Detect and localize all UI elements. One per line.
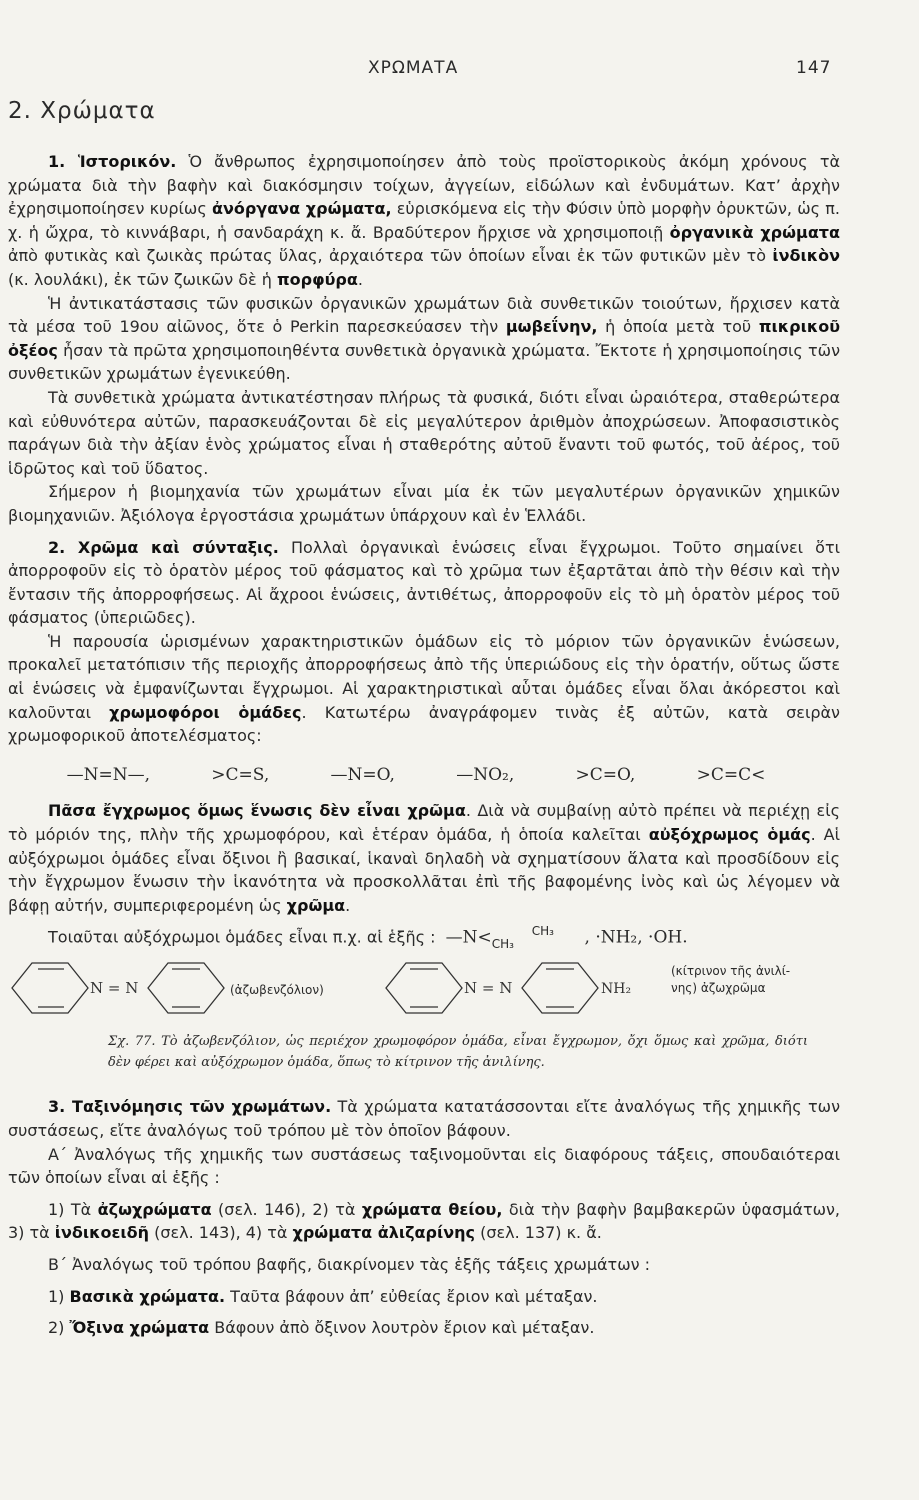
synthetic-advantages-paragraph: Τὰ συνθετικὰ χρώματα ἀντικατέστησαν πλήρως τὰ φυσικά, διότι εἶναι ὡραιότερα, σταθερώτερα καὶ εὐθυνότερα αὐτῶν, παρασκευάζονται δὲ εἰς μεγαλύτερον ἀριθμὸν ἀποχρώσεων. Ἀποφασιστικὸς παράγων διὰ τὴν ἀξίαν ἑνὸς χρώματος εἶναι ἡ σταθερότης αὐτοῦ ἔναντι τοῦ φωτός, τοῦ ἀέρος, τοῦ ἱδρῶτος καὶ τοῦ ὕδατος. [8,387,840,478]
industry-paragraph: Σήμερον ἡ βιομηχανία τῶν χρωμάτων εἶναι μία ἐκ τῶν μεγαλυτέρων ὀργανικῶν χημικῶν βιομηχανιῶν. Ἀξιόλογα ἐργοστάσια χρωμάτων ὑπάρχουν καὶ ἐν Ἑλλάδι. [8,482,840,525]
aniline-yellow-label: (κίτρινον τῆς ἀνιλί- νης) ἀζωχρῶμα [671,964,791,996]
azobenzene-label: (ἀζωβενζόλιον) [230,983,324,998]
classification-paragraph: 3. Ταξινόμησις τῶν χρωμάτων. Τὰ χρώματα κατατάσσονται εἴτε ἀναλόγως τῆς χημικῆς των συστάσεως, εἴτε ἀναλόγως τοῦ τρόπου μὲ τὸν ὁποῖον βάφουν. [8,1097,841,1140]
classification-b-paragraph: Β΄ Ἀναλόγως τοῦ τρόπου βαφῆς, διακρίνομεν τὰς ἑξῆς τάξεις χρωμάτων : [48,1254,650,1274]
figure-77 [8,955,840,1021]
formula-item: —N=O, [330,764,395,785]
formula-item: >C=C< [696,764,766,785]
history-heading: 1. Ἱστορικόν. [48,152,177,171]
classification-heading: 3. Ταξινόμησις τῶν χρωμάτων. [48,1097,332,1117]
section-title: 2. Χρώματα [8,98,156,124]
left-azo-formula: N = N [90,979,139,998]
page-header [0,58,919,82]
synthetic-paragraph: Ἡ ἀντικατάστασις τῶν φυσικῶν ὀργανικῶν χρωμάτων διὰ συνθετικῶν τοιούτων, ἤρχισεν κατὰ τὰ μέσα τοῦ 19ου αἰῶνος, ὅτε ὁ Perkin παρεσκεύασεν τὴν μωβεΐνην, ἡ ὁποία μετὰ τοῦ πικρικοῦ ὀξέος ἦσαν τὰ πρῶτα χρησιμοποιηθέντα συνθετικὰ ὀργανικὰ χρώματα. Ἔκτοτε ἡ χρησιμοποίησις τῶν συνθετικῶν χρωμάτων ἐγενικεύθη. [8,293,840,384]
formula-item: >C=O, [575,764,636,785]
right-azo-formula: N = N [464,979,513,998]
amino-group: NH₂ [601,981,632,998]
chromophore-paragraph: Ἡ παρουσία ὡρισμένων χαρακτηριστικῶν ὁμάδων εἰς τὸ μόριον τῶν ὀργανικῶν ἑνώσεων, προκαλεῖ μετατόπισιν τῆς περιοχῆς ἀπορροφήσεως ἀπὸ τῆς ὑπεριώδους εἰς τὴν ὁρατήν, οὕτως ὥστε αἱ ἑνώσεις νὰ ἐμφανίζωνται ἔγχρωμοι. Αἱ χαρακτηριστικαὶ αὗται ὁμάδες εἶναι ὅλαι ἀκόρεστοι καὶ καλοῦνται χρωμοφόροι ὁμάδες. Κατωτέρω ἀναγράφομεν τινὰς ἐξ αὐτῶν, κατὰ σειρὰν χρωμοφορικοῦ ἀποτελέσματος: [8,631,840,746]
color-structure-paragraph: 2. Χρῶμα καὶ σύνταξις. Πολλαὶ ὀργανικαὶ ἑνώσεις εἶναι ἔγχρωμοι. Τοῦτο σημαίνει ὅτι ἀπορροφοῦν εἰς τὸ ὁρατὸν μέρος τοῦ φάσματος καὶ τὸ χρῶμα των ἐξαρτᾶται ἀπὸ τὴν θέσιν καὶ τὴν ἔντασιν τῆς ἀπορροφήσεως. Αἱ ἄχροοι ἑνώσεις, ἀντιθέτως, ἀπορροφοῦν εἰς τὸ μὴ ὁρατὸν μέρος τοῦ φάσματος (ὑπεριῶδες). [8,537,841,628]
color-structure-heading: 2. Χρῶμα καὶ σύνταξις. [48,537,279,557]
auxochrome-examples: Τοιαῦται αὐξόχρωμοι ὁμάδες εἶναι π.χ. αἱ ἑξῆς : —N< CH₃ CH₃ , ·NH₂, ·OH. [48,924,688,952]
classification-b-item-2: 2) Ὄξινα χρώματα Βάφουν ἀπὸ ὄξινον λουτρὸν ἔριον καὶ μέταξαν. [48,1318,595,1338]
history-paragraph: 1. Ἱστορικόν. Ὁ ἄνθρωπος ἐχρησιμοποίησεν ἀπὸ τοὺς προϊστορικοὺς ἀκόμη χρόνους τὰ χρώματα διὰ τὴν βαφὴν καὶ διακόσμησιν τοίχων, ἀγγείων, εἰδώλων καὶ ἐνδυμάτων. Κατ’ ἀρχὴν ἐχρησιμοποίησεν κυρίως ἀνόργανα χρώματα, εὑρισκόμενα εἰς τὴν Φύσιν ὑπὸ μορφὴν ὀρυκτῶν, ὡς π. χ. ἡ ὤχρα, τὸ κιννάβαρι, ἡ σανδαράχη κ. ἄ. Βραδύτερον ἤρχισε νὰ χρησιμοποιῇ ὀργανικὰ χρώματα ἀπὸ φυτικὰς καὶ ζωικὰς πρώτας ὕλας, ἀρχαιότερα τῶν ὁποίων εἶναι ἐκ τῶν φυτικῶν μὲν τὸ ἰνδικὸν (κ. λουλάκι), ἐκ τῶν ζωικῶν δὲ ἡ πορφύρα. [8,152,841,289]
figure-caption: Σχ. 77. Τὸ ἀζωβενζόλιον, ὡς περιέχον χρωμοφόρον ὁμάδα, εἶναι ἔγχρωμον, ὄχι ὅμως καὶ χρῶμα, διότι δὲν φέρει καὶ αὐξόχρωμον ὁμάδα, ὅπως τὸ κίτρινον τῆς ἀνιλίνης. [108,1034,808,1071]
classification-b-item-1: 1) Βασικὰ χρώματα. Ταῦτα βάφουν ἀπ’ εὐθείας ἔριον καὶ μέταξαν. [48,1286,598,1306]
auxochrome-paragraph: Πᾶσα ἔγχρωμος ὅμως ἕνωσις δὲν εἶναι χρῶμα. Διὰ νὰ συμβαίνῃ αὐτὸ πρέπει νὰ περιέχῃ εἰς τὸ μόριόν της, πλὴν τῆς χρωμοφόρου, καὶ ἑτέραν ὁμάδα, ἡ ὁποία καλεῖται αὐξόχρωμος ὁμάς. Αἱ αὐξόχρωμοι ὁμάδες εἶναι ὄξινοι ἢ βασικαί, ἱκαναὶ δηλαδὴ νὰ σχηματίσουν ἅλατα καὶ προσδίδουν εἰς τὴν ἔγχρωμον ἕνωσιν τὴν ἱκανότητα νὰ προσκολλᾶται ἐπὶ τῆς βαφομένης ἰνὸς καὶ ὡς λέγομεν νὰ βάφῃ αὐτήν, συμπεριφερομένη ὡς χρῶμα. [8,801,841,915]
page-number: 147 [796,58,832,78]
classification-a-list: 1) Τὰ ἀζωχρώματα (σελ. 146), 2) τὰ χρώματα θείου, διὰ τὴν βαφὴν βαμβακερῶν ὑφασμάτων, 3) τὰ ἰνδικοειδῆ (σελ. 143), 4) τὰ χρώματα ἀλιζαρίνης (σελ. 137) κ. ἄ. [8,1199,841,1243]
formula-item: >C=S, [211,764,270,785]
formula-item: —N=N—, [66,764,151,785]
chromophore-formulas [36,764,796,788]
page-body [8,150,840,1340]
classification-a-paragraph: Α΄ Ἀναλόγως τῆς χημικῆς των συστάσεως ταξινομοῦνται εἰς διαφόρους τάξεις, σπουδαιότεραι τῶν ὁποίων εἶναι αἱ ἑξῆς : [8,1144,840,1188]
formula-item: —NO₂, [456,764,515,785]
running-title: ΧΡΩΜΑΤΑ [368,58,459,78]
